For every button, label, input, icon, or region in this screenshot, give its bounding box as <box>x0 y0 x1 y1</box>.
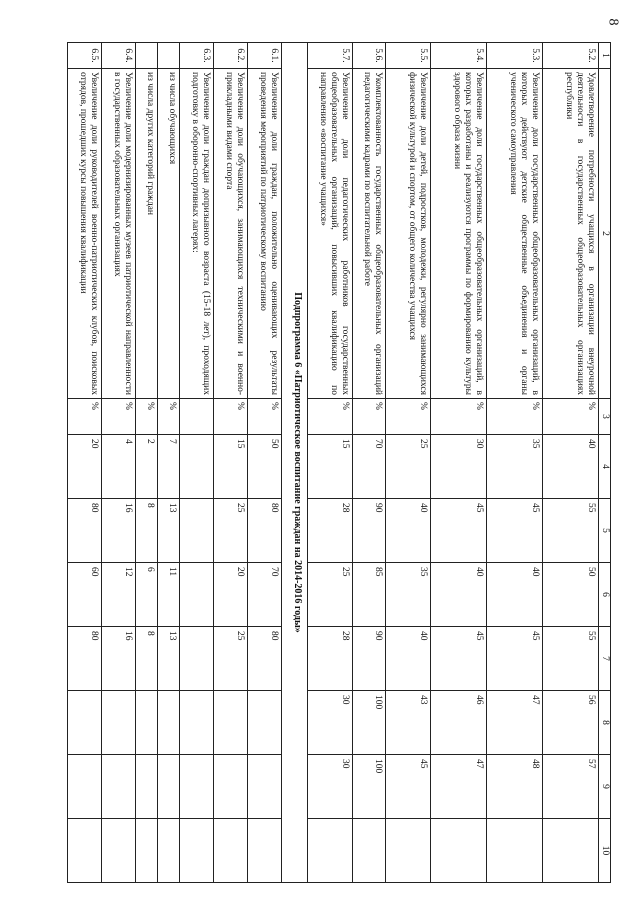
row-number <box>158 43 180 69</box>
value-cell: 15 <box>214 435 248 499</box>
table-row <box>68 43 102 883</box>
value-cell <box>248 691 282 755</box>
value-cell <box>180 435 214 499</box>
row-number: 5.2. <box>543 43 599 69</box>
value-cell <box>158 819 180 883</box>
value-cell <box>158 755 180 819</box>
value-cell: 15 <box>308 435 353 499</box>
indicator-text: Увеличение доли модернизированных музеев патриотической направленности в государственных образовательных организациях <box>102 69 136 399</box>
value-cell: 46 <box>431 691 487 755</box>
value-cell: 57 <box>543 755 599 819</box>
value-cell: 100 <box>353 691 386 755</box>
header-cell: 10 <box>599 819 611 883</box>
unit-cell: % <box>136 399 158 435</box>
value-cell <box>180 755 214 819</box>
row-number: 6.1. <box>248 43 282 69</box>
value-cell: 20 <box>214 563 248 627</box>
value-cell: 55 <box>543 627 599 691</box>
value-cell <box>102 755 136 819</box>
value-cell <box>214 819 248 883</box>
value-cell <box>180 563 214 627</box>
value-cell <box>136 819 158 883</box>
unit-cell <box>180 399 214 435</box>
header-cell: 3 <box>599 399 611 435</box>
header-cell: 2 <box>599 69 611 399</box>
value-cell: 12 <box>102 563 136 627</box>
indicator-text: из числа обучающихся <box>158 69 180 399</box>
indicator-text: Увеличение доли обучающихся, занимающихся техническими и военно-прикладными видами спорта <box>214 69 248 399</box>
indicator-text: Увеличение доли руководителей военно-патриотических клубов, поисковых отрядов, прошедших курсы повышения квалификации <box>68 69 102 399</box>
value-cell <box>136 755 158 819</box>
value-cell: 25 <box>214 499 248 563</box>
unit-cell: % <box>158 399 180 435</box>
table-row <box>214 43 248 883</box>
value-cell <box>248 755 282 819</box>
page-number: 8 <box>605 18 621 26</box>
value-cell: 50 <box>248 435 282 499</box>
value-cell: 16 <box>102 627 136 691</box>
table-row <box>158 43 180 883</box>
row-number: 5.4. <box>431 43 487 69</box>
value-cell: 40 <box>431 563 487 627</box>
indicator-text: Увеличение доли государственных общеобразовательных организаций, в которых разработаны и реализуются программы по формированию культуры здорового образа жизни <box>431 69 487 399</box>
unit-cell: % <box>543 399 599 435</box>
value-cell: 8 <box>136 499 158 563</box>
indicator-text: Увеличение доли государственных общеобразовательных организаций, в которых действуют детские общественные объединения и органы ученического самоуправления <box>487 69 543 399</box>
value-cell: 47 <box>431 755 487 819</box>
subprogram-heading <box>282 43 308 883</box>
value-cell: 45 <box>431 499 487 563</box>
value-cell <box>180 819 214 883</box>
value-cell <box>68 755 102 819</box>
value-cell: 30 <box>431 435 487 499</box>
value-cell: 100 <box>353 755 386 819</box>
value-cell: 56 <box>543 691 599 755</box>
value-cell: 70 <box>248 563 282 627</box>
value-cell <box>68 819 102 883</box>
value-cell: 4 <box>102 435 136 499</box>
table-row <box>431 43 487 883</box>
table-row <box>487 43 543 883</box>
indicator-text: Увеличение доли детей, подростков, молодежи, регулярно занимающихся физической культурой и спортом, от общего количества учащихся <box>386 69 431 399</box>
indicators-table <box>67 42 611 883</box>
value-cell: 25 <box>308 563 353 627</box>
value-cell: 40 <box>543 435 599 499</box>
header-cell: 9 <box>599 755 611 819</box>
value-cell <box>386 819 431 883</box>
header-row <box>599 43 611 883</box>
rotated-table-container <box>41 42 611 882</box>
value-cell: 45 <box>487 627 543 691</box>
unit-cell: % <box>68 399 102 435</box>
value-cell: 16 <box>102 499 136 563</box>
value-cell: 80 <box>68 499 102 563</box>
table-row <box>543 43 599 883</box>
value-cell: 80 <box>248 627 282 691</box>
value-cell: 6 <box>136 563 158 627</box>
value-cell: 25 <box>386 435 431 499</box>
value-cell <box>180 627 214 691</box>
header-cell: 5 <box>599 499 611 563</box>
value-cell <box>102 691 136 755</box>
value-cell: 11 <box>158 563 180 627</box>
value-cell: 40 <box>386 499 431 563</box>
table-row <box>136 43 158 883</box>
indicator-text: из числа других категорий граждан <box>136 69 158 399</box>
value-cell <box>158 691 180 755</box>
value-cell: 90 <box>353 627 386 691</box>
row-number: 5.6. <box>353 43 386 69</box>
indicator-text: Удовлетворение потребности учащихся в организации внеурочной деятельности в государственных общеобразовательных организациях республики <box>543 69 599 399</box>
value-cell: 90 <box>353 499 386 563</box>
value-cell: 85 <box>353 563 386 627</box>
unit-cell: % <box>431 399 487 435</box>
value-cell <box>353 819 386 883</box>
unit-cell: % <box>353 399 386 435</box>
row-number <box>136 43 158 69</box>
value-cell: 30 <box>308 755 353 819</box>
row-number: 6.3. <box>180 43 214 69</box>
table-row <box>353 43 386 883</box>
header-cell: 7 <box>599 627 611 691</box>
value-cell: 80 <box>68 627 102 691</box>
value-cell: 45 <box>431 627 487 691</box>
value-cell: 60 <box>68 563 102 627</box>
table-row <box>308 43 353 883</box>
table-row <box>102 43 136 883</box>
row-number: 5.7. <box>308 43 353 69</box>
value-cell: 70 <box>353 435 386 499</box>
value-cell: 13 <box>158 499 180 563</box>
value-cell: 28 <box>308 499 353 563</box>
row-number: 6.2. <box>214 43 248 69</box>
value-cell: 47 <box>487 691 543 755</box>
header-cell: 6 <box>599 563 611 627</box>
table-body-subprogram-6 <box>68 43 282 883</box>
table-row <box>386 43 431 883</box>
value-cell: 43 <box>386 691 431 755</box>
value-cell <box>431 819 487 883</box>
value-cell: 50 <box>543 563 599 627</box>
row-number: 5.3. <box>487 43 543 69</box>
header-cell: 4 <box>599 435 611 499</box>
indicator-text: Увеличение доли граждан допризывного возраста (15-18 лет), проходящих подготовку в оборонно-спортивных лагерях: <box>180 69 214 399</box>
value-cell: 35 <box>487 435 543 499</box>
value-cell: 2 <box>136 435 158 499</box>
indicator-text: Увеличение доли граждан, положительно оценивающих результаты проведения мероприятий по патриотическому воспитанию <box>248 69 282 399</box>
value-cell: 8 <box>136 627 158 691</box>
unit-cell: % <box>487 399 543 435</box>
unit-cell: % <box>102 399 136 435</box>
header-cell: 1 <box>599 43 611 69</box>
value-cell: 28 <box>308 627 353 691</box>
value-cell <box>308 819 353 883</box>
value-cell <box>214 691 248 755</box>
value-cell: 55 <box>543 499 599 563</box>
unit-cell: % <box>214 399 248 435</box>
value-cell <box>102 819 136 883</box>
value-cell: 30 <box>308 691 353 755</box>
table-row <box>248 43 282 883</box>
value-cell <box>136 691 158 755</box>
unit-cell: % <box>386 399 431 435</box>
value-cell <box>68 691 102 755</box>
row-number: 6.4. <box>102 43 136 69</box>
value-cell: 35 <box>386 563 431 627</box>
value-cell: 40 <box>386 627 431 691</box>
value-cell: 80 <box>248 499 282 563</box>
row-number: 5.5. <box>386 43 431 69</box>
value-cell <box>180 691 214 755</box>
indicator-text: Укомплектованность государственных общеобразовательных организаций педагогическими кадрами по воспитательной работе <box>353 69 386 399</box>
unit-cell: % <box>248 399 282 435</box>
table-row <box>180 43 214 883</box>
value-cell: 40 <box>487 563 543 627</box>
value-cell: 45 <box>386 755 431 819</box>
value-cell <box>543 819 599 883</box>
value-cell <box>248 819 282 883</box>
subprogram-title: Подпрограмма 6 «Патриотическое воспитание граждан на 2014-2016 годы» <box>282 43 308 883</box>
header-cell: 8 <box>599 691 611 755</box>
value-cell: 48 <box>487 755 543 819</box>
row-number: 6.5. <box>68 43 102 69</box>
table-body-subprogram-5 <box>308 43 599 883</box>
value-cell: 25 <box>214 627 248 691</box>
value-cell: 7 <box>158 435 180 499</box>
value-cell: 45 <box>487 499 543 563</box>
unit-cell: % <box>308 399 353 435</box>
value-cell <box>180 499 214 563</box>
value-cell: 13 <box>158 627 180 691</box>
value-cell <box>487 819 543 883</box>
value-cell <box>214 755 248 819</box>
indicator-text: Увеличение доли педагогических работников государственных общеобразовательных организаций, повысивших квалификацию по направлению «воспитание учащихся» <box>308 69 353 399</box>
value-cell: 20 <box>68 435 102 499</box>
